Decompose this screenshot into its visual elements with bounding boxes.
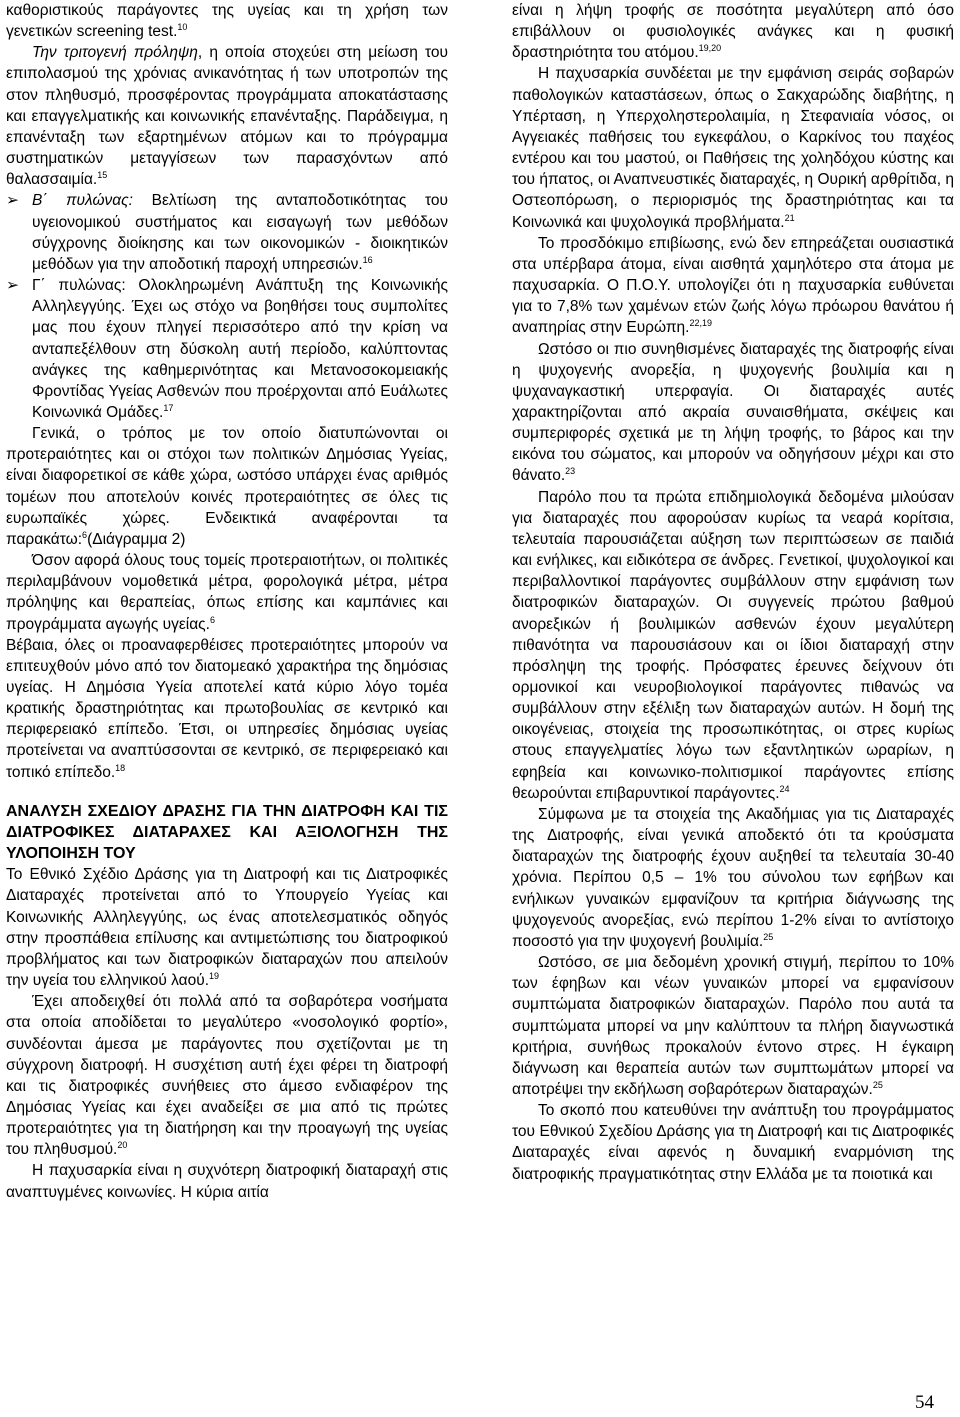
paragraph-despite-text: Παρόλο που τα πρώτα επιδημιολογικά δεδομένα μιλούσαν για διαταραχές που αφορούσαν κυρίως τα νεαρά κορίτσια, τελευταία παρουσιάζεται αύξηση των περιπτώσεων σε παιδιά και ενήλικες, και ειδικότερα σε άνδρες. Γενετικοί, ψυχολογικοί και περιβαλλοντικοί παράγοντες συμβάλλουν στην εμφάνιση των διατροφικών διαταραχών. Οι συγγενείς πρώτου βαθμού ανορεξικών ή βουλιμικών ασθενών έχουν μεγαλύτερη πιθανότητα να παρουσιάσουν και οι ίδιοι διαταραχή στην πρόσληψη της τροφής. Πρόσφατες έρευνες δείχνουν ότι ορμονικοί και νευροβιολογικοί παράγοντες πιθανώς να συμβάλλουν στην εξέλιξη των διαταραχών αυτών. Η δομή της οικογένειας, στοιχεία της προσωπικότητας, οι στρες κυρίως στους επαγγελματίες λόγω των εξαντλητικών ωραρίων, η εφηβεία και κοινωνικο-πολιτισμικοί παράγοντες επίσης θεωρούνται επιβαρυντικοί παράγοντες. bbox=[512, 488, 954, 802]
footnote-ref: 22,19 bbox=[689, 318, 713, 329]
paragraph-despite bbox=[512, 487, 954, 804]
paragraph-survival bbox=[512, 233, 954, 339]
paragraph-tertiary-prevention bbox=[6, 42, 448, 190]
paragraph-linked-conditions bbox=[512, 63, 954, 232]
footnote-ref: 16 bbox=[362, 254, 373, 265]
footnote-ref: 23 bbox=[565, 466, 576, 477]
paragraph-proven bbox=[6, 991, 448, 1160]
footnote-ref: 25 bbox=[763, 931, 774, 942]
footnote-ref: 21 bbox=[784, 212, 795, 223]
paragraph-general bbox=[6, 423, 448, 550]
paragraph-proven-text: Έχει αποδειχθεί ότι πολλά από τα σοβαρότερα νοσήματα στα οποία αποδίδεται το μεγαλύτερο «νοσολογικό φορτίο», συνδέονται άμεσα με παράγοντες που σχετίζονται με τη σύγχρονη διατροφή. Η συσχέτιση αυτή έχει φέρει τη διατροφή και τις διατροφικές συνήθειες στο άμεσο ενδιαφέρον της Δημόσιας Υγείας και έχει αναδείξει σε μια από τις πρώτες προτεραιότητες για τη διατήρηση και την προαγωγή της υγείας του πληθυσμού. bbox=[6, 993, 448, 1159]
paragraph-continued bbox=[512, 0, 954, 63]
page-number: 54 bbox=[915, 1392, 934, 1413]
bullet-pillar-c-text: Γ΄ πυλώνας: Ολοκληρωμένη Ανάπτυξη της Κοινωνικής Αλληλεγγύης. Έχει ως στόχο να βοηθήσει τους συμπολίτες μας που έχουν πληγεί περισσότερο από την κρίση να ανταπεξέλθουν στη δύσκολη αυτή περίοδο, καλύπτοντας ανάγκες της καθημερινότητας και Μετανοσοκομειακής Φροντίδας Υγείας Ασθενών που προέρχονται από Ευάλωτες Κοινωνικά Ομάδες. bbox=[32, 277, 448, 421]
footnote-ref: 25 bbox=[872, 1079, 883, 1090]
section-gap bbox=[6, 783, 448, 801]
bullet-pillar-b-text: Βελτίωση της ανταποδοτικότητας του υγειονομικού συστήματος και εισαγωγή των μεθόδων σύγχρονης διοίκησης και των οικονομικών - διοικητικών μεθόδων για την αποδοτική παροχή υπηρεσιών. bbox=[32, 192, 448, 273]
paragraph-certainly-text: Βέβαια, όλες οι προαναφερθέισες προτεραιότητες μπορούν να επιτευχθούν μόνο από τον διατομεακό χαρακτήρα της δημόσιας υγείας. Η Δημόσια Υγεία αποτελεί κατά κύριο λόγο τομέα κρατικής δραστηριότητας και πρωτοβουλίας σε κεντρικό και περιφερειακό επίπεδο. Έτσι, οι υπηρεσίες δημόσιας υγείας προτείνεται να αναπτύσσονται σε κεντρικό, σε περιφερειακό και τοπικό επίπεδο. bbox=[6, 636, 448, 781]
diagram-reference: (Διάγραμμα 2) bbox=[87, 530, 186, 548]
footnote-ref: 17 bbox=[163, 402, 174, 413]
footnote-ref: 19 bbox=[209, 971, 220, 982]
paragraph-yet bbox=[512, 952, 954, 1100]
bullet-pillar-c bbox=[6, 275, 448, 423]
paragraph-continued-text: είναι η λήψη τροφής σε ποσότητα μεγαλύτερη από όσο επιβάλλουν οι φυσιολογικές ανάγκες και η φυσική δραστηριότητα του ατόμου. bbox=[512, 2, 954, 62]
left-column bbox=[6, 0, 448, 1203]
footnote-ref: 6 bbox=[209, 614, 215, 625]
footnote-ref: 15 bbox=[97, 170, 108, 181]
footnote-ref: 18 bbox=[115, 762, 126, 773]
paragraph-linked-text: Η παχυσαρκία συνδέεται με την εμφάνιση σειράς σοβαρών παθολογικών καταστάσεων, όπως ο Σακχαρώδης διαβήτης, η Υπέρταση, η Υπερχοληστερολαιμία, η Στεφανιαία νόσος, οι Αγγειακές παθήσεις του εγκεφάλου, ο Καρκίνος του παχέος εντέρου και του μαστού, οι Παθήσεις της χοληδόχου κύστης και του ήπατος, οι Αναπνευστικές διαταραχές, η Ουρική αρθρίτιδα, η Οστεοπόρωση, ο περιορισμός της δραστηριότητας και τα Κοινωνικά και ψυχολογικά προβλήματα. bbox=[512, 65, 954, 231]
paragraph-sectors bbox=[6, 550, 448, 635]
paragraph-aim-text: Το σκοπό που κατευθύνει την ανάπτυξη του προγράμματος του Εθνικού Σχεδίου Δράσης για τη Διατροφή και τις Διατροφικές Διαταραχές είναι αφενός η δυναμική εναρμόνιση της διατροφικής πραγματικότητας στην Ελλάδα με τα ποιοτικά και bbox=[512, 1102, 954, 1183]
paragraph-however bbox=[512, 339, 954, 487]
paragraph-intro-text: καθοριστικούς παράγοντες της υγείας και τη χρήση των γενετικών screening test. bbox=[6, 2, 448, 41]
footnote-ref: 19,20 bbox=[698, 43, 722, 54]
footnote-ref: 20 bbox=[117, 1140, 128, 1151]
paragraph-yet-text: Ωστόσο, σε μια δεδομένη χρονική στιγμή, περίπου το 10% των έφηβων και νέων γυναικών μπορεί να εμφανίσουν συμπτώματα διατροφικών διαταραχών. Παρόλο που αυτά τα συμπτώματα μπορεί να μην καλύπτουν τα πλήρη διαγνωστικά κριτήρια, συνήθως προκαλούν έντονο στρες. Η έγκαιρη διάγνωση και θεραπεία αυτών των συμπτωμάτων μπορεί να αποτρέψει την εκδήλωση σοβαρότερων διαταραχών. bbox=[512, 954, 954, 1098]
paragraph-sectors-text: Όσον αφορά όλους τους τομείς προτεραιοτήτων, οι πολιτικές περιλαμβάνουν νομοθετικά μέτρα, φορολογικά μέτρα, μέτρα πρόληψης και θεραπείας, όπως επίσης και καμπάνιες και προγράμματα αγωγής υγείας. bbox=[6, 552, 448, 633]
right-column bbox=[512, 0, 954, 1185]
paragraph-aim bbox=[512, 1100, 954, 1185]
paragraph-plan bbox=[6, 864, 448, 991]
paragraph-tertiary-text: , η οποία στοχεύει στη μείωση του επιπολασμού της χρόνιας ανικανότητας ή των υποτροπών της στον πληθυσμό, προσφέροντας προγράμματα αποκατάστασης και επαγγελματικής και κοινωνικής επανένταξης. Παράδειγμα, η επανένταξη των εξαρτημένων ατόμων και το πρόγραμμα συστηματικών μεταγγίσεων των παρασχόντων από θαλασσαιμία. bbox=[6, 44, 448, 189]
paragraph-plan-text: Το Εθνικό Σχέδιο Δράσης για τη Διατροφή και τις Διατροφικές Διαταραχές προτείνεται από το Υπουργείο Υγείας και Κοινωνικής Αλληλεγγύης, ως ένας αποτελεσματικός οδηγός στην προσπάθεια επίλυσης και αντιμετώπισης του διατροφικού προβλήματος και των διατροφικών διαταραχών που απειλούν την υγεία του ελληνικού λαού. bbox=[6, 866, 448, 990]
paragraph-academy-text: Σύμφωνα με τα στοιχεία της Ακαδήμιας για τις Διαταραχές της Διατροφής, είναι γενικά αποδεκτό ότι τα κρούσματα διαταραχών της διατροφής έχουν αυξηθεί τα τελευταία 30-40 χρόνια. Περίπου 0,5 – 1% του σύνολου των εφήβων και ενήλικων γυναικών εμφανίζουν τα κριτήρια διάγνωσης της ψυχογενούς ανορεξίας, ενώ περίπου 1-2% είναι το αντίστοιχο ποσοστό για την ψυχογενή βουλιμία. bbox=[512, 805, 954, 950]
paragraph-obesity bbox=[6, 1160, 448, 1202]
section-heading: ΑΝΑΛΥΣΗ ΣΧΕΔΙΟΥ ΔΡΑΣΗΣ ΓΙΑ ΤΗΝ ΔΙΑΤΡΟΦΗ ΚΑΙ ΤΙΣ ΔΙΑΤΡΟΦΙΚΕΣ ΔΙΑΤΑΡΑΧΕΣ ΚΑΙ ΑΞΙΟΛΟΓΗΣΗ ΤΗΣ ΥΛΟΠΟΙΗΣΗ ΤΟΥ bbox=[6, 802, 448, 863]
arrow-bullet-icon: ➢ bbox=[6, 192, 19, 210]
footnote-ref: 6 bbox=[82, 529, 88, 540]
footnote-ref: 10 bbox=[177, 22, 188, 33]
paragraph-general-text: Γενικά, ο τρόπος με τον οποίο διατυπώνονται οι προτεραιότητες και οι στόχοι των πολιτικών Δημόσιας Υγείας, είναι διαφορετικοί σε κάθε χώρα, ωστόσο υπάρχει ένας αριθμός τομέων που αποτελούν κοινές προτεραιότητες σε όλες τις ευρωπαϊκές χώρες. Ενδεικτικά αναφέρονται τα παρακάτω: bbox=[6, 425, 448, 548]
paragraph-intro bbox=[6, 0, 448, 42]
paragraph-academy bbox=[512, 804, 954, 952]
paragraph-certainly bbox=[6, 635, 448, 783]
paragraph-however-text: Ωστόσο οι πιο συνηθισμένες διαταραχές της διατροφής είναι η ψυχογενής ανορεξία, η ψυχογενής βουλιμία και η ψυχαναγκαστική υπερφαγία. Οι διαταραχές αυτές χαρακτηρίζονται από ακραία συναισθήματα, σκέψεις και συμπεριφορές σχετικά με τη λήψη τροφής, το βάρος και την εικόνα του σώματος, και μπορούν να οδηγήσουν μέχρι και στο θάνατο. bbox=[512, 340, 954, 485]
arrow-bullet-icon: ➢ bbox=[6, 277, 19, 295]
bullet-pillar-b bbox=[6, 190, 448, 275]
paragraph-survival-text: Το προσδόκιμο επιβίωσης, ενώ δεν επηρεάζεται ουσιαστικά στα υπέρβαρα άτομα, είναι αισθητά χαμηλότερο στα άτομα με παχυσαρκία. Ο Π.Ο.Υ. υπολογίζει ότι η παχυσαρκία ευθύνεται για το 7,8% των χαμένων ετών ζωής λόγω πρόωρου θανάτου ή αναπηρίας στην Ευρώπη. bbox=[512, 234, 954, 337]
paragraph-obesity-text: Η παχυσαρκία είναι η συχνότερη διατροφική διαταραχή στις αναπτυγμένες κοινωνίες. Η κύρια αιτία bbox=[6, 1162, 448, 1201]
tertiary-prevention-term: Την τριτογενή πρόληψη bbox=[32, 44, 198, 62]
footnote-ref: 24 bbox=[779, 783, 790, 794]
pillar-b-label: Β΄ πυλώνας: bbox=[32, 192, 133, 210]
